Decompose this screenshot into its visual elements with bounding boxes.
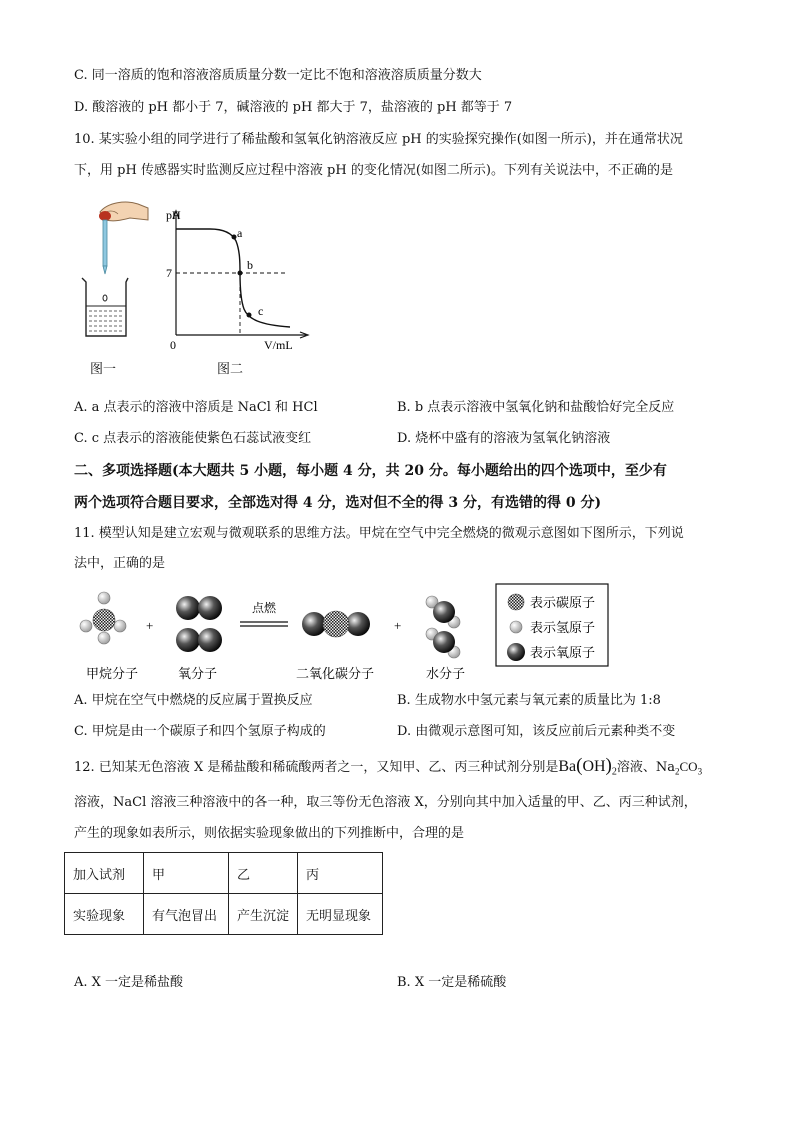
q11-option-c: C. 甲烷是由一个碳原子和四个氢原子构成的 [74, 724, 326, 739]
table-cell: 加入试剂 [65, 853, 144, 894]
q12-stem-line1: 12. 已知某无色溶液 X 是稀盐酸和稀硫酸两者之一，又知甲、乙、丙三种试剂分别是$Ba(OH)_2$溶液、$Na_2CO_3$ [74, 755, 703, 778]
q10-option-a: A. a 点表示的溶液中溶质是 NaCl 和 HCl [74, 400, 318, 415]
point-a [232, 235, 237, 240]
point-c [247, 313, 252, 318]
legend-hydrogen: 表示氢原子 [530, 621, 596, 636]
q10-stem-line1: 10. 某实验小组的同学进行了稀盐酸和氢氧化钠溶液反应 pH 的实验探究操作(如图一所示)，并在通常状况 [74, 132, 683, 147]
table-cell: 实验现象 [65, 894, 144, 935]
q10-option-b: B. b 点表示溶液中氢氧化钠和盐酸恰好完全反应 [397, 400, 675, 415]
y-tick-7: 7 [166, 266, 172, 280]
table-cell: 有气泡冒出 [144, 894, 229, 935]
table-cell: 甲 [144, 853, 229, 894]
co2-molecules [302, 611, 370, 637]
origin-label: 0 [170, 338, 176, 352]
table-cell: 丙 [298, 853, 383, 894]
table-row [65, 894, 383, 935]
table-cell: 无明显现象 [298, 894, 383, 935]
section-2-heading-line1: 二、多项选择题(本大题共 5 小题，每小题 4 分，共 20 分。每小题给出的四个选项中，至少有 [74, 463, 667, 479]
q10-stem-line2: 下，用 pH 传感器实时监测反应过程中溶液 pH 的变化情况(如图二所示)。下列有关说法中，不正确的是 [74, 163, 673, 178]
figure-11-combustion-diagram [74, 582, 714, 692]
q11-option-a: A. 甲烷在空气中燃烧的反应属于置换反应 [74, 693, 313, 708]
caption-methane: 甲烷分子 [86, 667, 139, 682]
caption-co2: 二氧化碳分子 [296, 667, 375, 682]
figure-1-caption: 图一 [90, 362, 117, 377]
methane-molecule [80, 592, 126, 644]
legend-carbon: 表示碳原子 [530, 596, 596, 611]
x-axis-label: V/mL [264, 338, 293, 352]
caption-oxygen: 氧分子 [178, 667, 218, 682]
point-c-label: c [258, 304, 264, 318]
q12-stem-line2: 溶液，NaCl 溶液三种溶液中的各一种，取三等份无色溶液 X，分别向其中加入适量的甲、乙、丙三种试剂， [74, 795, 697, 810]
reaction-condition: 点燃 [252, 601, 277, 615]
q9-option-c: C. 同一溶质的饱和溶液溶质质量分数一定比不饱和溶液溶质质量分数大 [74, 68, 482, 83]
q10-option-c: C. c 点表示的溶液能使紫色石蕊试液变红 [74, 431, 312, 446]
y-axis-label: pH [166, 208, 181, 222]
q10-option-d: D. 烧杯中盛有的溶液为氢氧化钠溶液 [397, 431, 611, 446]
caption-water: 水分子 [426, 667, 466, 682]
figure-2-ph-curve [160, 205, 310, 355]
q11-stem-line1: 11. 模型认知是建立宏观与微观联系的思维方法。甲烷在空气中完全燃烧的微观示意图如下图所示，下列说 [74, 526, 684, 541]
figure-1-beaker [78, 198, 148, 378]
point-b [238, 271, 243, 276]
q12-option-a: A. X 一定是稀盐酸 [74, 975, 184, 990]
q11-option-d: D. 由微观示意图可知，该反应前后元素种类不变 [397, 724, 676, 739]
experiment-table [64, 852, 383, 935]
q11-stem-line2: 法中，正确的是 [74, 556, 166, 571]
q12-stem-line3: 产生的现象如表所示，则依据实验现象做出的下列推断中，合理的是 [74, 826, 465, 841]
q11-option-b: B. 生成物水中氢元素与氧元素的质量比为 1:8 [397, 693, 661, 708]
section-2-heading-line2: 两个选项符合题目要求，全部选对得 4 分，选对但不全的得 3 分，有选错的得 0 分) [74, 495, 602, 511]
q9-option-d: D. 酸溶液的 pH 都小于 7，碱溶液的 pH 都大于 7，盐溶液的 pH 都等于 7 [74, 100, 513, 115]
table-cell: 产生沉淀 [229, 894, 298, 935]
point-b-label: b [247, 258, 253, 272]
point-a-label: a [237, 226, 243, 240]
plus-sign-1: + [146, 618, 154, 633]
water-molecules [426, 596, 460, 658]
figure-2-caption: 图二 [217, 362, 244, 377]
q12-option-b: B. X 一定是稀硫酸 [397, 975, 507, 990]
legend-oxygen: 表示氧原子 [530, 646, 596, 661]
oxygen-molecules [176, 596, 222, 652]
table-row [65, 853, 383, 894]
table-cell: 乙 [229, 853, 298, 894]
plus-sign-2: + [394, 618, 402, 633]
